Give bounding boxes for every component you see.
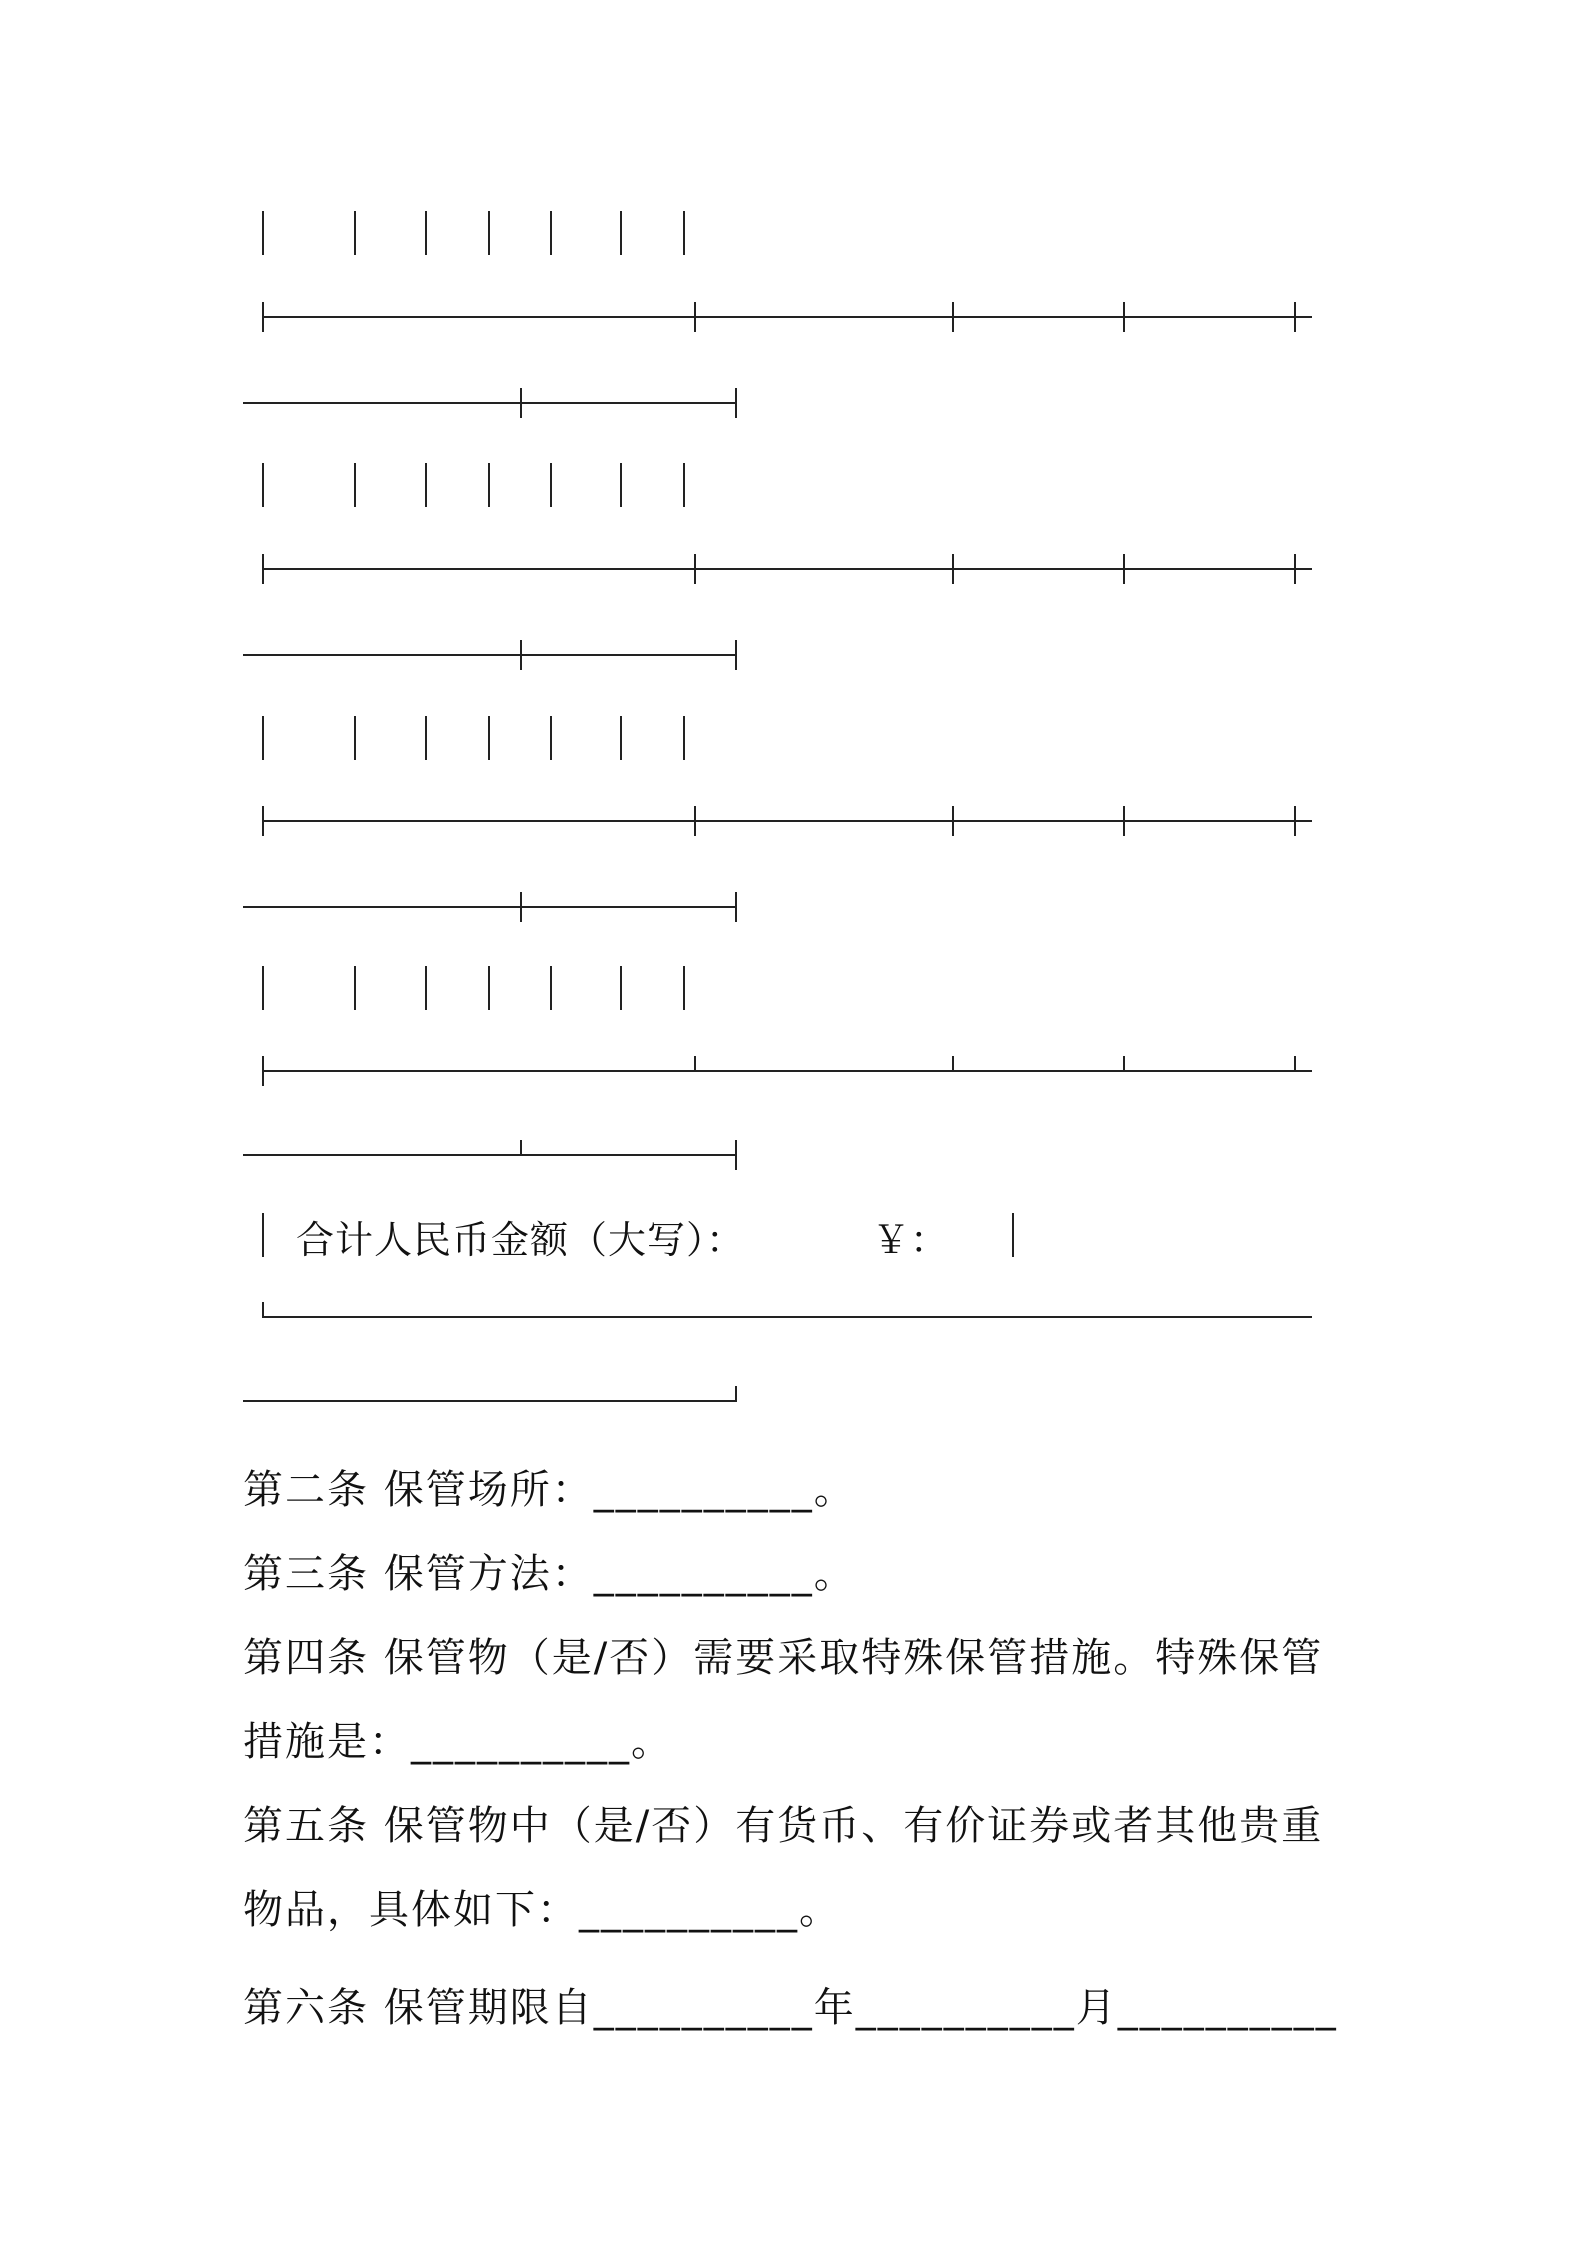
table-junction bbox=[1294, 554, 1296, 584]
table-junction bbox=[952, 1056, 954, 1072]
yuan-amount-label: ￥： bbox=[872, 1218, 949, 1262]
table-rule-line bbox=[262, 316, 1312, 318]
table-junction bbox=[520, 892, 522, 922]
table-column-divider bbox=[262, 716, 264, 760]
table-column-divider bbox=[262, 211, 264, 255]
table-junction bbox=[694, 1056, 696, 1072]
table-column-divider bbox=[620, 463, 622, 507]
table-rule-line bbox=[243, 402, 737, 404]
table-horizontal-rule bbox=[0, 302, 1586, 332]
table-junction bbox=[1294, 302, 1296, 332]
table-rule-line bbox=[243, 654, 737, 656]
table-column-divider bbox=[425, 716, 427, 760]
table-column-divider bbox=[262, 1213, 264, 1257]
table-column-divider bbox=[620, 211, 622, 255]
article-6-storage-period: 第六条 保管期限自__________年__________月__________ bbox=[243, 1985, 1338, 2031]
table-horizontal-rule bbox=[0, 1140, 1586, 1170]
table-junction bbox=[262, 1056, 264, 1086]
table-column-divider bbox=[550, 211, 552, 255]
table-column-divider bbox=[683, 211, 685, 255]
table-junction bbox=[694, 302, 696, 332]
table-vertical-row bbox=[0, 716, 1586, 760]
table-junction bbox=[735, 388, 737, 418]
table-column-divider bbox=[488, 966, 490, 1010]
table-junction bbox=[1123, 302, 1125, 332]
table-horizontal-rule bbox=[0, 554, 1586, 584]
table-column-divider bbox=[262, 966, 264, 1010]
table-junction bbox=[952, 302, 954, 332]
table-vertical-row bbox=[0, 211, 1586, 255]
table-junction bbox=[520, 1140, 522, 1156]
table-column-divider bbox=[262, 463, 264, 507]
total-amount-label: 合计人民币金额（大写）： bbox=[296, 1218, 746, 1262]
table-junction bbox=[694, 554, 696, 584]
table-horizontal-rule bbox=[0, 388, 1586, 418]
table-rule-line bbox=[262, 820, 1312, 822]
article-2-storage-place: 第二条 保管场所：__________。 bbox=[243, 1467, 856, 1513]
table-vertical-row bbox=[0, 966, 1586, 1010]
table-column-divider bbox=[488, 211, 490, 255]
table-rule-line bbox=[262, 1316, 1312, 1318]
table-column-divider bbox=[550, 716, 552, 760]
table-junction bbox=[262, 806, 264, 836]
table-junction bbox=[735, 640, 737, 670]
table-rule-line bbox=[243, 906, 737, 908]
table-bottom-border bbox=[0, 1302, 1586, 1332]
article-5-valuables: 第五条 保管物中（是/否）有货币、有价证券或者其他贵重 bbox=[243, 1803, 1324, 1849]
table-junction bbox=[1294, 806, 1296, 836]
table-vertical-row bbox=[0, 463, 1586, 507]
table-column-divider bbox=[1012, 1213, 1014, 1257]
table-junction bbox=[520, 640, 522, 670]
table-column-divider bbox=[488, 463, 490, 507]
table-column-divider bbox=[354, 966, 356, 1010]
table-bottom-border bbox=[0, 1386, 1586, 1416]
table-column-divider bbox=[354, 463, 356, 507]
table-column-divider bbox=[620, 716, 622, 760]
table-junction bbox=[1294, 1056, 1296, 1072]
table-column-divider bbox=[683, 716, 685, 760]
table-junction bbox=[262, 302, 264, 332]
table-column-divider bbox=[550, 463, 552, 507]
article-5-valuables-cont: 物品，具体如下：__________。 bbox=[243, 1887, 841, 1933]
table-column-divider bbox=[425, 463, 427, 507]
table-junction bbox=[1123, 1056, 1125, 1072]
table-junction bbox=[735, 892, 737, 922]
table-column-divider bbox=[488, 716, 490, 760]
table-horizontal-rule bbox=[0, 1056, 1586, 1086]
table-column-divider bbox=[683, 463, 685, 507]
table-column-divider bbox=[425, 966, 427, 1010]
table-rule-line bbox=[243, 1400, 737, 1402]
table-rule-line bbox=[262, 568, 1312, 570]
article-3-storage-method: 第三条 保管方法：__________。 bbox=[243, 1551, 856, 1597]
table-junction bbox=[1123, 554, 1125, 584]
table-column-divider bbox=[354, 716, 356, 760]
table-horizontal-rule bbox=[0, 640, 1586, 670]
table-rule-line bbox=[262, 1070, 1312, 1072]
table-junction bbox=[952, 554, 954, 584]
table-column-divider bbox=[620, 966, 622, 1010]
table-column-divider bbox=[354, 211, 356, 255]
table-junction bbox=[952, 806, 954, 836]
table-column-divider bbox=[550, 966, 552, 1010]
article-4-special-measures-cont: 措施是：__________。 bbox=[243, 1719, 673, 1765]
table-horizontal-rule bbox=[0, 806, 1586, 836]
table-total-row bbox=[0, 1205, 1586, 1265]
table-rule-line bbox=[243, 1154, 737, 1156]
table-column-divider bbox=[425, 211, 427, 255]
table-junction bbox=[262, 554, 264, 584]
table-corner bbox=[735, 1386, 737, 1402]
table-column-divider bbox=[683, 966, 685, 1010]
table-junction bbox=[694, 806, 696, 836]
table-horizontal-rule bbox=[0, 892, 1586, 922]
table-junction bbox=[1123, 806, 1125, 836]
table-junction bbox=[520, 388, 522, 418]
table-junction bbox=[735, 1140, 737, 1170]
article-4-special-measures: 第四条 保管物（是/否）需要采取特殊保管措施。特殊保管 bbox=[243, 1635, 1324, 1681]
